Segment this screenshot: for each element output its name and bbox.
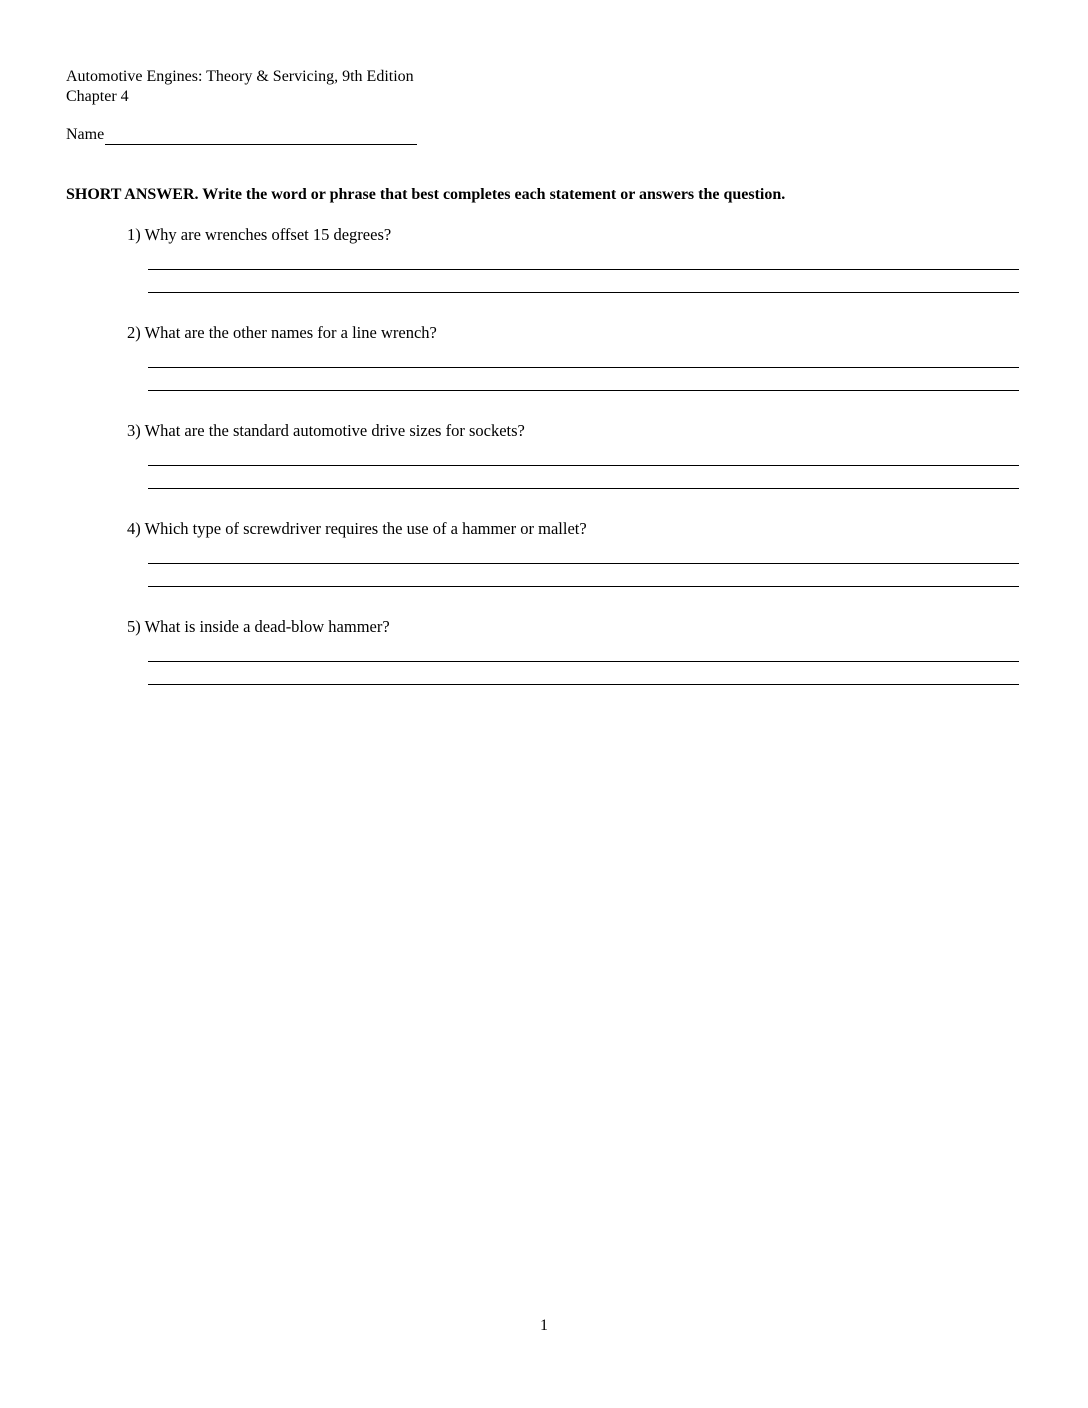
question-4 bbox=[127, 519, 1019, 539]
question-text: 1) Why are wrenches offset 15 degrees? bbox=[127, 225, 392, 244]
answer-line[interactable] bbox=[148, 488, 1019, 489]
answer-line[interactable] bbox=[148, 292, 1019, 293]
answer-line[interactable] bbox=[148, 684, 1019, 685]
page-number: 1 bbox=[540, 1317, 548, 1334]
question-2 bbox=[127, 323, 1019, 343]
name-field[interactable] bbox=[105, 126, 417, 145]
chapter-label: Chapter 4 bbox=[66, 88, 129, 105]
instructions: SHORT ANSWER. Write the word or phrase that best completes each statement or answers the question. bbox=[66, 186, 786, 203]
answer-line[interactable] bbox=[148, 661, 1019, 662]
question-1 bbox=[127, 225, 1019, 245]
name-row bbox=[66, 125, 417, 145]
answer-line[interactable] bbox=[148, 465, 1019, 466]
answer-line[interactable] bbox=[148, 269, 1019, 270]
question-text: 4) Which type of screwdriver requires the use of a hammer or mallet? bbox=[127, 519, 587, 538]
question-text: 3) What are the standard automotive drive sizes for sockets? bbox=[127, 421, 525, 440]
answer-line[interactable] bbox=[148, 563, 1019, 564]
answer-line[interactable] bbox=[148, 390, 1019, 391]
book-title: Automotive Engines: Theory & Servicing, 9th Edition bbox=[66, 68, 414, 85]
answer-line[interactable] bbox=[148, 367, 1019, 368]
question-text: 2) What are the other names for a line wrench? bbox=[127, 323, 437, 342]
question-text: 5) What is inside a dead-blow hammer? bbox=[127, 617, 390, 636]
question-3 bbox=[127, 421, 1019, 441]
question-5 bbox=[127, 617, 1019, 637]
answer-line[interactable] bbox=[148, 586, 1019, 587]
name-label: Name bbox=[66, 126, 105, 143]
